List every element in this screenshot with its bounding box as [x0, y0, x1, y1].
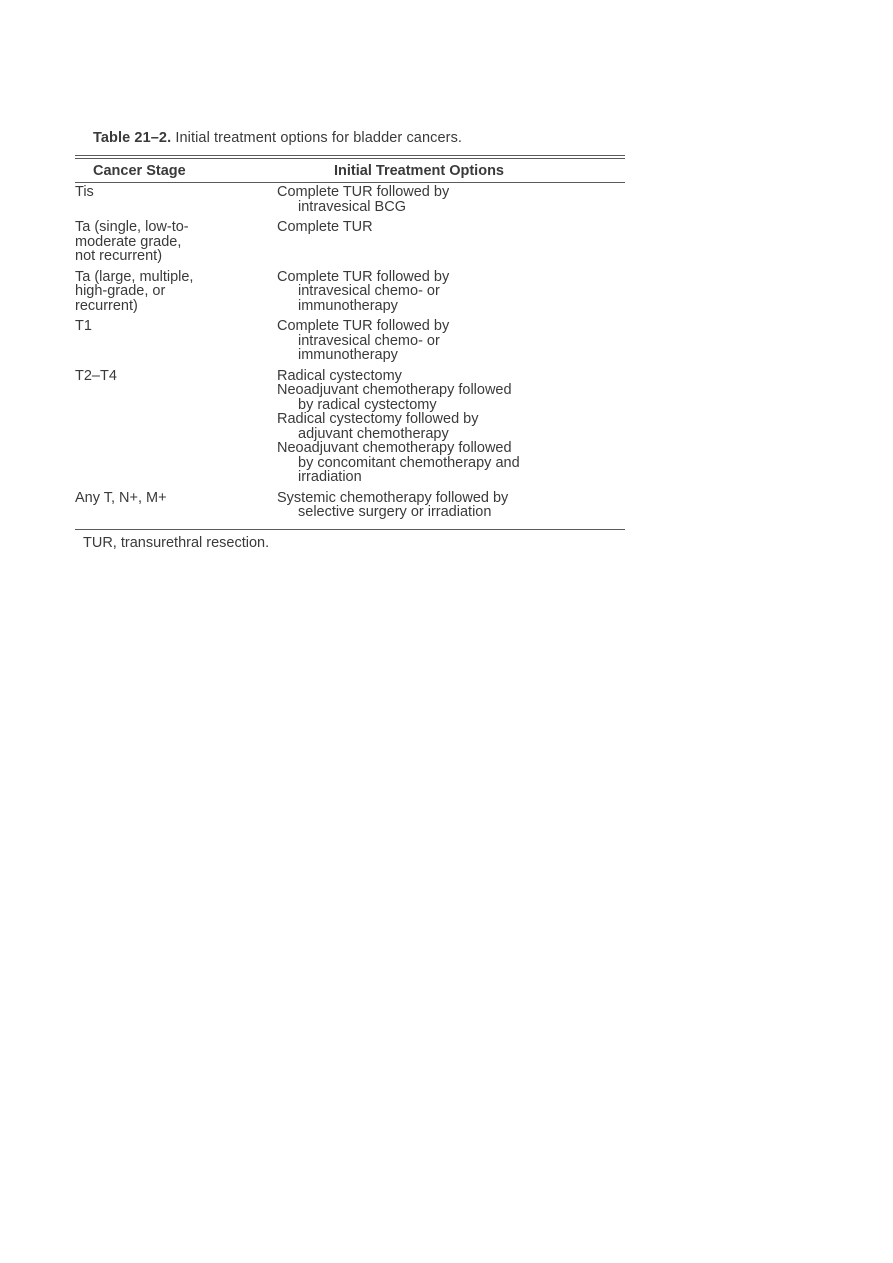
- cancer-stage-line: recurrent): [75, 297, 138, 314]
- treatment-option-line: intravesical chemo- or: [298, 283, 440, 299]
- table-body: [75, 183, 625, 529]
- treatment-option-line: Systemic chemotherapy followed by: [277, 489, 509, 506]
- table-block: [75, 130, 625, 551]
- treatment-option-line: selective surgery or irradiation: [298, 504, 492, 520]
- cancer-stage-line: not recurrent): [75, 248, 163, 264]
- cancer-stage-line: moderate grade,: [75, 233, 182, 250]
- treatment-option-line: Complete TUR followed by: [277, 184, 450, 200]
- treatment-option-line: Neoadjuvant chemotherapy followed: [277, 382, 512, 398]
- table-row: [75, 270, 625, 314]
- cancer-stage-cell: [75, 270, 277, 314]
- treatment-option-line: Radical cystectomy followed by: [277, 411, 479, 427]
- table-row: [75, 491, 625, 520]
- treatment-option-line: irradiation: [298, 469, 362, 485]
- cancer-stage-cell: [75, 369, 277, 485]
- table-caption: [93, 130, 625, 146]
- cancer-stage-line: Ta (single, low-to-: [75, 219, 189, 235]
- treatment-options-cell: [277, 491, 625, 520]
- cancer-stage-line: T1: [75, 318, 92, 334]
- treatment-option: [277, 270, 625, 314]
- treatment-option: [277, 383, 625, 412]
- table-row: [75, 220, 625, 264]
- treatment-options-cell: [277, 185, 625, 214]
- header-cancer-stage: Cancer Stage: [93, 163, 186, 179]
- treatment-option-line: immunotherapy: [298, 347, 398, 363]
- cancer-stage-line: T2–T4: [75, 367, 117, 384]
- treatment-option: [277, 369, 625, 384]
- treatment-options-cell: [277, 319, 625, 363]
- cancer-stage-line: Ta (large, multiple,: [75, 268, 194, 285]
- cancer-stage-cell: [75, 220, 277, 264]
- treatment-option-line: intravesical BCG: [298, 198, 406, 215]
- treatment-option: [277, 441, 625, 485]
- bottom-rule: [75, 529, 625, 530]
- treatment-option: [277, 185, 625, 214]
- table-caption-text: Initial treatment options for bladder cancers.: [175, 130, 463, 146]
- cancer-stage-cell: [75, 319, 277, 363]
- treatment-option: [277, 220, 625, 235]
- treatment-option-line: adjuvant chemotherapy: [298, 425, 449, 442]
- treatment-option-line: Neoadjuvant chemotherapy followed: [277, 440, 512, 456]
- table-footnote: TUR, transurethral resection.: [83, 534, 270, 551]
- treatment-option-line: Complete TUR followed by: [277, 318, 450, 334]
- treatment-option-line: intravesical chemo- or: [298, 332, 440, 349]
- treatment-option-line: Complete TUR followed by: [277, 268, 450, 285]
- table-row: [75, 319, 625, 363]
- table-header-row: [75, 159, 625, 182]
- treatment-options-cell: [277, 220, 625, 264]
- header-treatment-options: Initial Treatment Options: [334, 163, 504, 179]
- treatment-options-cell: [277, 270, 625, 314]
- table-row: [75, 369, 625, 485]
- cancer-stage-cell: [75, 185, 277, 214]
- treatment-option-line: Radical cystectomy: [277, 367, 402, 384]
- treatment-options-cell: [277, 369, 625, 485]
- treatment-option: [277, 412, 625, 441]
- table-caption-number: Table 21–2.: [93, 130, 172, 146]
- treatment-option-line: by radical cystectomy: [298, 396, 437, 413]
- treatment-option: [277, 491, 625, 520]
- treatment-option: [277, 319, 625, 363]
- table-row: [75, 185, 625, 214]
- treatment-option-line: Complete TUR: [277, 219, 373, 235]
- cancer-stage-line: high-grade, or: [75, 283, 166, 299]
- treatment-option-line: immunotherapy: [298, 297, 398, 314]
- treatment-option-line: by concomitant chemotherapy and: [298, 454, 520, 471]
- cancer-stage-cell: [75, 491, 277, 520]
- cancer-stage-line: Any T, N+, M+: [75, 489, 167, 506]
- cancer-stage-line: Tis: [75, 184, 94, 200]
